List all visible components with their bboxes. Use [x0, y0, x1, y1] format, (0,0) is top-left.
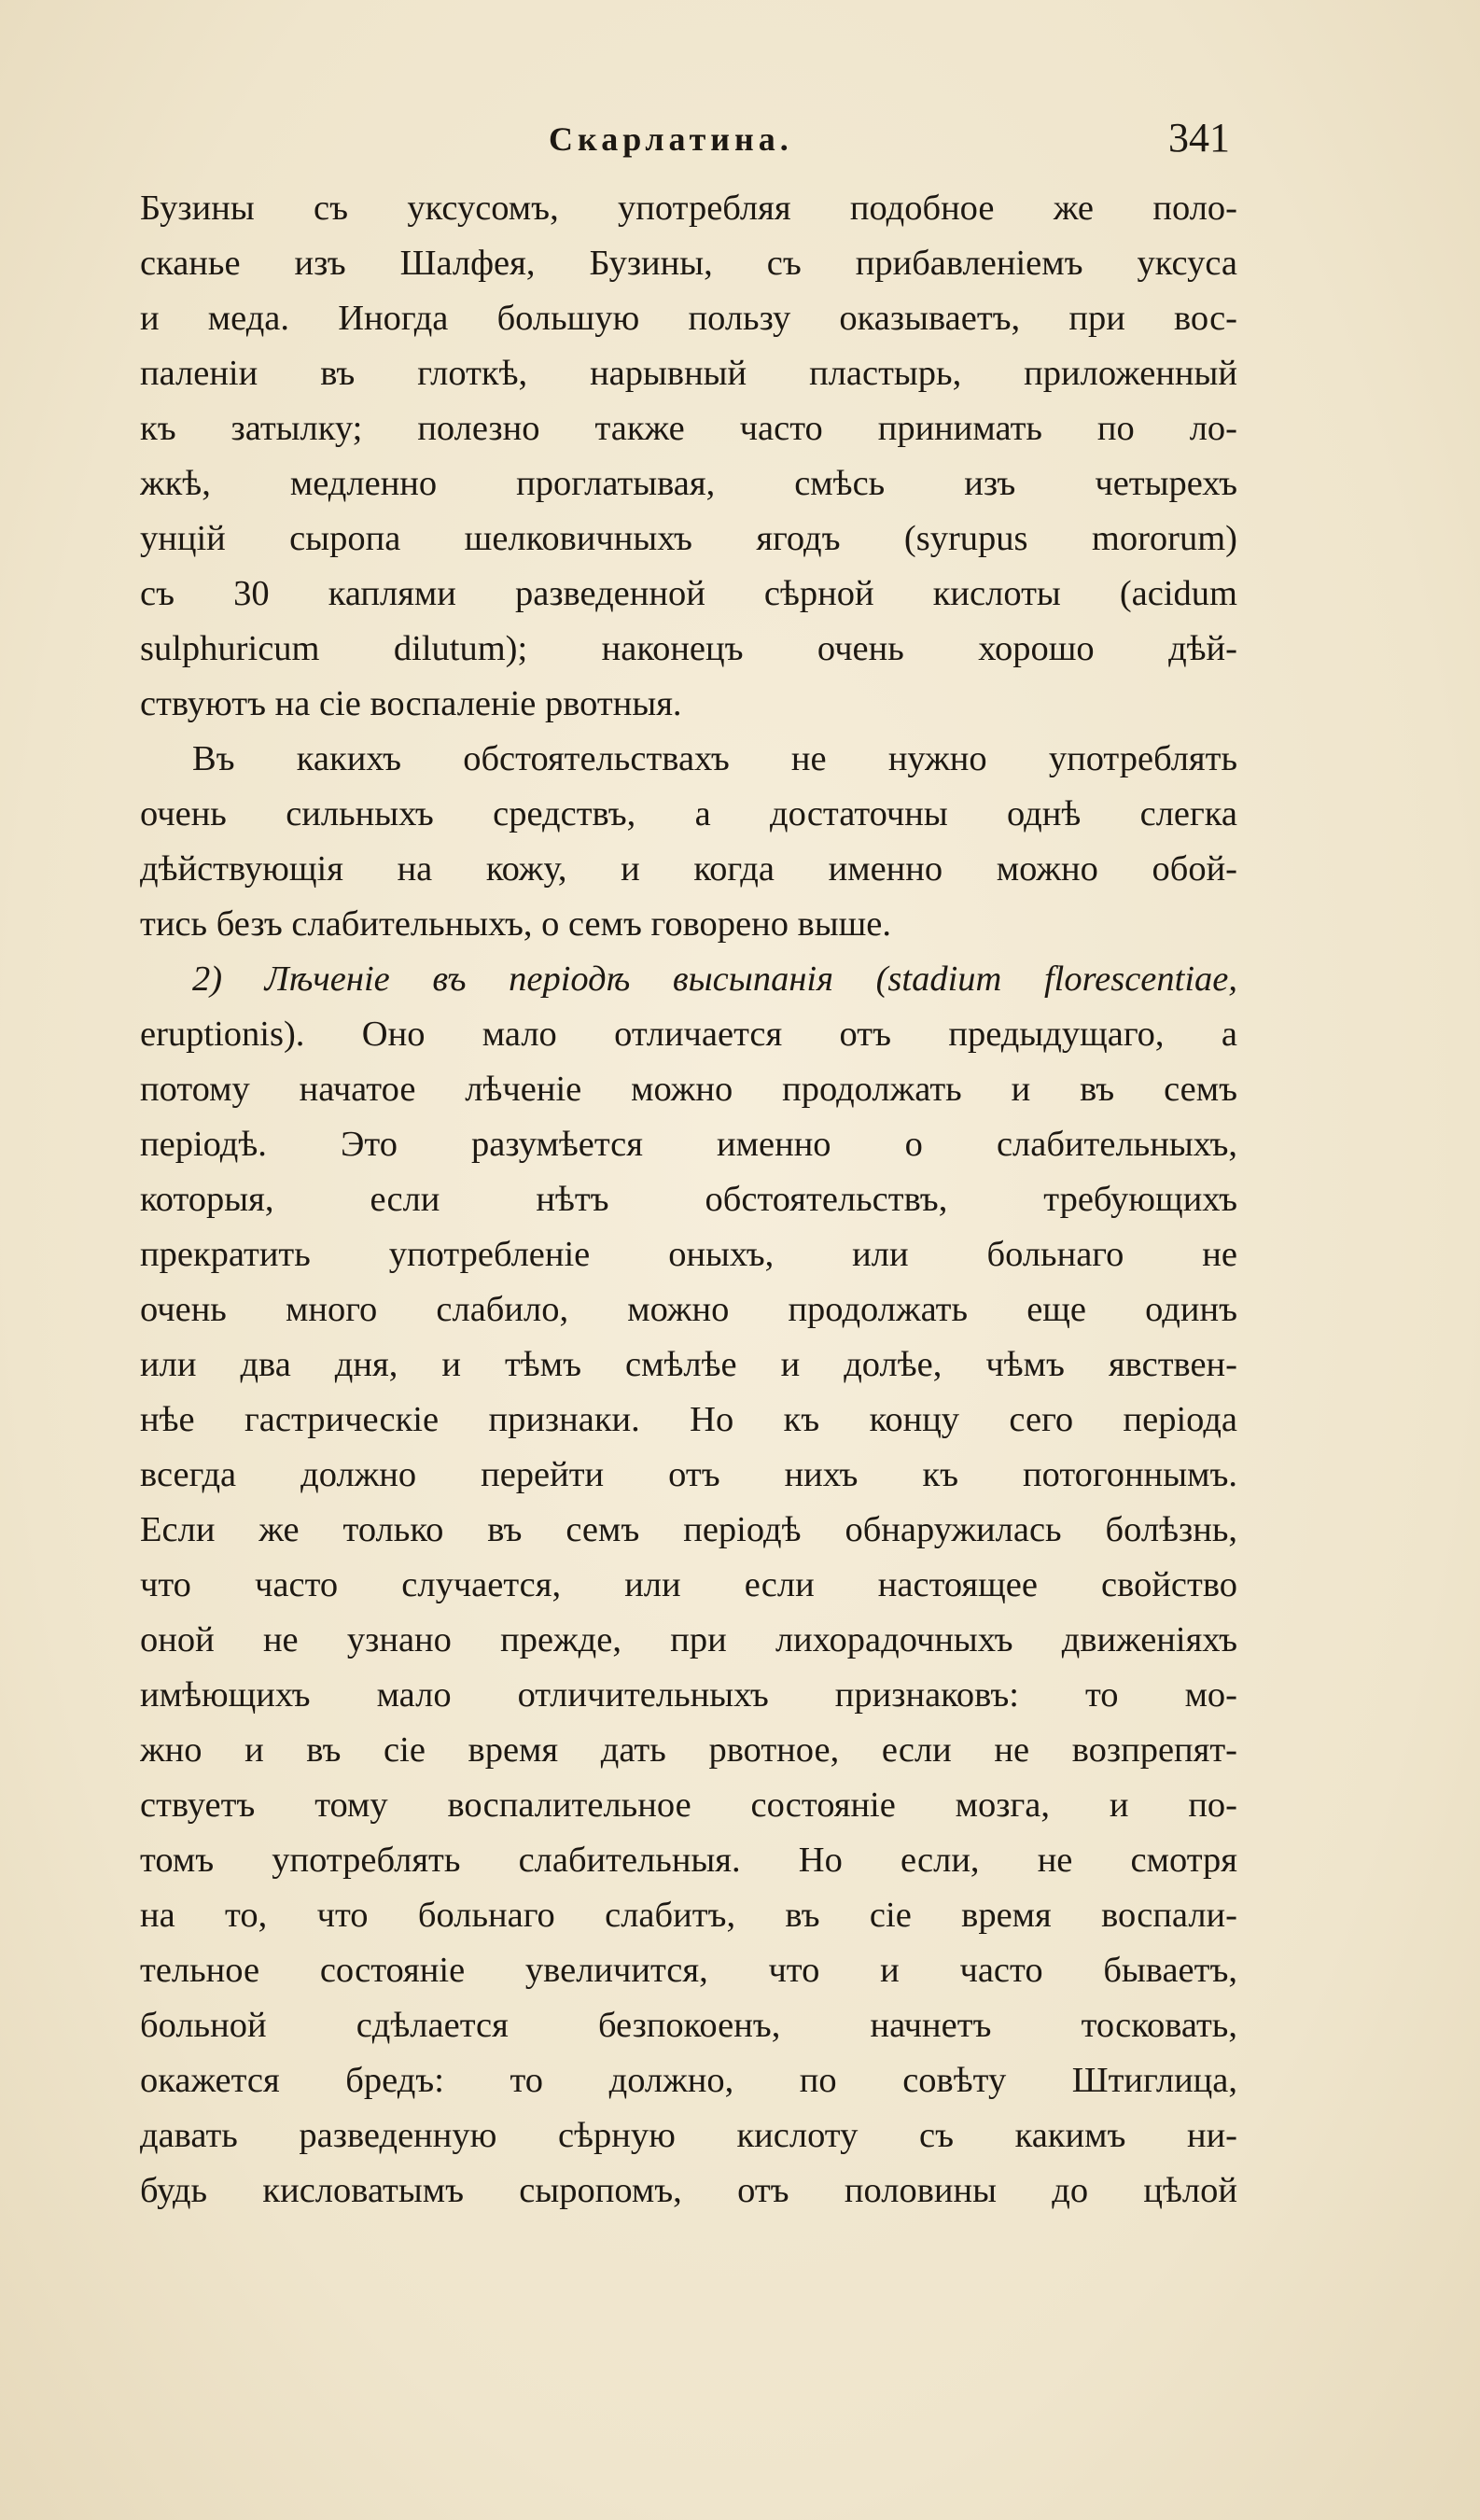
text-line: окажется бредъ: то должно, по совѣту Штиглица, [140, 2061, 1237, 2100]
text-line: потому начатое лѣченіе можно продолжать и въ семъ [140, 1070, 1237, 1109]
text-line: съ 30 каплями разведенной сѣрной кислоты (acidum [140, 574, 1237, 613]
text-line: періодѣ. Это разумѣется именно о слабительныхъ, [140, 1125, 1237, 1164]
text-line: sulphuricum dilutum); наконецъ очень хорошо дѣй- [140, 629, 1237, 668]
text-line: нѣе гастрическіе признаки. Но къ концу сего періода [140, 1400, 1237, 1439]
text-line: оной не узнано прежде, при лихорадочныхъ движеніяхъ [140, 1620, 1237, 1659]
text-line: къ затылку; полезно также часто принимать по ло- [140, 409, 1237, 448]
text-line: очень много слабило, можно продолжать еще одинъ [140, 1290, 1237, 1329]
text-line: больной сдѣлается безпокоенъ, начнетъ тосковать, [140, 2006, 1237, 2045]
text-line: паленіи въ глоткѣ, нарывный пластырь, приложенный [140, 354, 1237, 393]
text-line: Въ какихъ обстоятельствахъ не нужно употреблять [192, 739, 1237, 778]
text-line: и меда. Иногда большую пользу оказываетъ, при вос- [140, 299, 1237, 338]
text-line: дѣйствующія на кожу, и когда именно можно обой- [140, 849, 1237, 889]
running-title: Скарлатина. [549, 120, 793, 158]
text-line: всегда должно перейти отъ нихъ къ потогоннымъ. [140, 1455, 1237, 1494]
text-line: унцій сыропа шелковичныхъ ягодъ (syrupus mororum) [140, 519, 1237, 558]
text-line: тельное состояніе увеличится, что и часто бываетъ, [140, 1951, 1237, 1990]
text-line: что часто случается, или если настоящее свойство [140, 1565, 1237, 1604]
text-line: будь кисловатымъ сыропомъ, отъ половины до цѣлой [140, 2171, 1237, 2210]
text-line: давать разведенную сѣрную кислоту съ какимъ ни- [140, 2116, 1237, 2155]
running-head [0, 115, 1480, 175]
text-line: или два дня, и тѣмъ смѣлѣе и долѣе, чѣмъ явствен- [140, 1345, 1237, 1384]
text-line: которыя, если нѣтъ обстоятельствъ, требующихъ [140, 1180, 1237, 1219]
text-line: ствуютъ на сіе воспаленіе рвотныя. [140, 684, 682, 723]
text-line: на то, что больнаго слабитъ, въ сіе время воспали- [140, 1896, 1237, 1935]
page-number: 341 [1168, 115, 1230, 161]
text-line: сканье изъ Шалфея, Бузины, съ прибавленіемъ уксуса [140, 244, 1237, 283]
text-line: имѣющихъ мало отличительныхъ признаковъ: то мо- [140, 1675, 1237, 1715]
text-line: жно и въ сіе время дать рвотное, если не возпрепят- [140, 1730, 1237, 1770]
text-line: прекратить употребленіе оныхъ, или больнаго не [140, 1235, 1237, 1274]
text-line: очень сильныхъ средствъ, а достаточны однѣ слегка [140, 794, 1237, 833]
body-text [140, 181, 1237, 2219]
text-line: Бузины съ уксусомъ, употребляя подобное же поло- [140, 189, 1237, 228]
text-line: тись безъ слабительныхъ, о семъ говорено выше. [140, 904, 891, 944]
text-line: томъ употреблять слабительныя. Но если, не смотря [140, 1841, 1237, 1880]
text-line: eruptionis). Оно мало отличается отъ предыдущаго, а [140, 1015, 1237, 1054]
text-line: жкѣ, медленно проглатывая, смѣсь изъ четырехъ [140, 464, 1237, 503]
text-line: ствуетъ тому воспалительное состояніе мозга, и по- [140, 1785, 1237, 1825]
section-heading-line: 2) Лѣченіе въ періодѣ высыпанія (stadium florescentiae, [192, 959, 1237, 999]
text-line: Если же только въ семъ періодѣ обнаружилась болѣзнь, [140, 1510, 1237, 1549]
